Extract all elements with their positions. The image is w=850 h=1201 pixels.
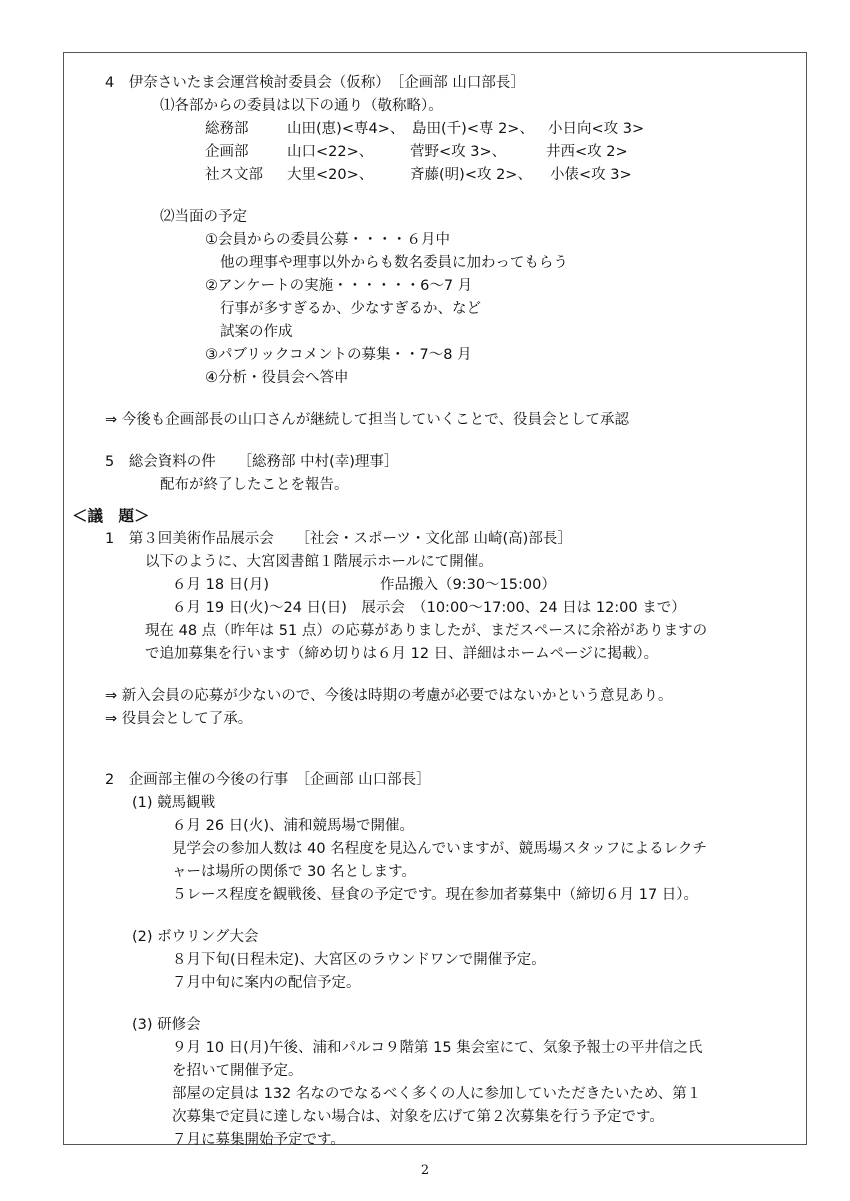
agenda-1-date2: ６月 19 日(火)～24 日(日) 展示会 （10:00～17:00、24 日は 12:00 まで） [172,600,686,616]
page-number: 2 [420,1163,430,1178]
section-4-heading: 4 伊奈さいたま会運営検討委員会（仮称） ［企画部 山口部長］ [105,75,525,91]
plan-detail: 他の理事や理事以外からも数名委員に加わってもらう [220,255,568,271]
event-2-title: (2) ボウリング大会 [132,929,259,945]
event-3-line: 次募集で定員に達しない場合は、対象を広げて第２次募集を行う予定です。 [172,1109,664,1125]
event-3-line: ９月 10 日(月)午後、浦和パルコ９階第 15 集会室にて、気象予報士の平井信之氏 [172,1040,703,1056]
committee-member: 島田(千)<専 2>、 [412,121,534,137]
committee-member: 井西<攻 2> [546,144,628,160]
agenda-1-body1: 現在 48 点（昨年は 51 点）の応募がありましたが、まだスペースに余裕がありますの [145,623,708,639]
event-1-line: ６月 26 日(火)、浦和競馬場で開催。 [172,818,414,834]
event-2-line: ８月下旬(日程未定)、大宮区のラウンドワンで開催予定。 [172,952,546,968]
section-4-conclusion: ⇒ 今後も企画部長の山口さんが継続して担当していくことで、役員会として承認 [105,412,629,428]
plan-detail: 行事が多すぎるか、少なすぎるか、など [220,301,481,317]
committee-dept: 総務部 [205,121,249,137]
agenda-1-body2: で追加募集を行います（締め切りは６月 12 日、詳細はホームページに掲載）。 [145,646,659,662]
committee-member: 山田(恵)<専4>、 [287,121,405,137]
committee-member: 斉藤(明)<攻 2>、 [410,167,532,183]
committee-dept: 企画部 [205,144,249,160]
agenda-1-date1: ６月 18 日(月) [172,577,269,593]
committee-member: 山口<22>、 [287,144,374,160]
agenda-title: ＜議 題＞ [72,507,150,525]
agenda-1-intro: 以下のように、大宮図書館１階展示ホールにて開催。 [145,554,493,570]
section-5-heading: 5 総会資料の件 ［総務部 中村(幸)理事］ [105,454,399,470]
event-3-line: を招いて開催予定。 [172,1063,303,1079]
event-1-title: (1) 競馬観戦 [132,795,216,811]
agenda-1-heading: 1 第３回美術作品展示会 ［社会・スポーツ・文化部 山崎(高)部長］ [105,531,572,547]
committee-member: 小日向<攻 3> [548,121,645,137]
agenda-1-note2: ⇒ 役員会として了承。 [105,711,253,727]
committee-member: 大里<20>、 [287,167,374,183]
agenda-1-note1: ⇒ 新入会員の応募が少ないので、今後は時期の考慮が必要ではないかという意見あり。 [105,688,673,704]
section-5-body: 配布が終了したことを報告。 [160,477,349,493]
plan-item: ②アンケートの実施・・・・・・6～7 月 [205,278,473,294]
event-2-line: ７月中旬に案内の配信予定。 [172,975,361,991]
plan-detail: 試案の作成 [220,324,293,340]
agenda-1-event1: 作品搬入（9:30～15:00） [380,577,556,593]
agenda-2-heading: 2 企画部主催の今後の行事 ［企画部 山口部長］ [105,772,431,788]
event-3-line: ７月に募集開始予定です。 [172,1132,345,1148]
plan-item: ③パブリックコメントの募集・・7～8 月 [205,347,472,363]
committee-dept: 社ス文部 [205,167,263,183]
committee-member: 菅野<攻 3>、 [410,144,507,160]
event-1-line: ５レース程度を観戦後、昼食の予定です。現在参加者募集中（締切６月 17 日）。 [172,887,699,903]
plan-item: ④分析・役員会へ答申 [205,370,349,386]
committee-member: 小俵<攻 3> [550,167,632,183]
section-4-sub2: ⑵当面の予定 [160,209,247,225]
event-1-line: 見学会の参加人数は 40 名程度を見込んでいますが、競馬場スタッフによるレクチ [172,841,707,857]
event-1-line: ャーは場所の関係で 30 名とします。 [172,864,417,880]
plan-item: ①会員からの委員公募・・・・６月中 [205,232,450,248]
event-3-title: (3) 研修会 [132,1017,201,1033]
section-4-sub1: ⑴各部からの委員は以下の通り（敬称略）。 [160,98,443,114]
event-3-line: 部屋の定員は 132 名なのでなるべく多くの人に参加していただきたいため、第１ [172,1086,702,1102]
